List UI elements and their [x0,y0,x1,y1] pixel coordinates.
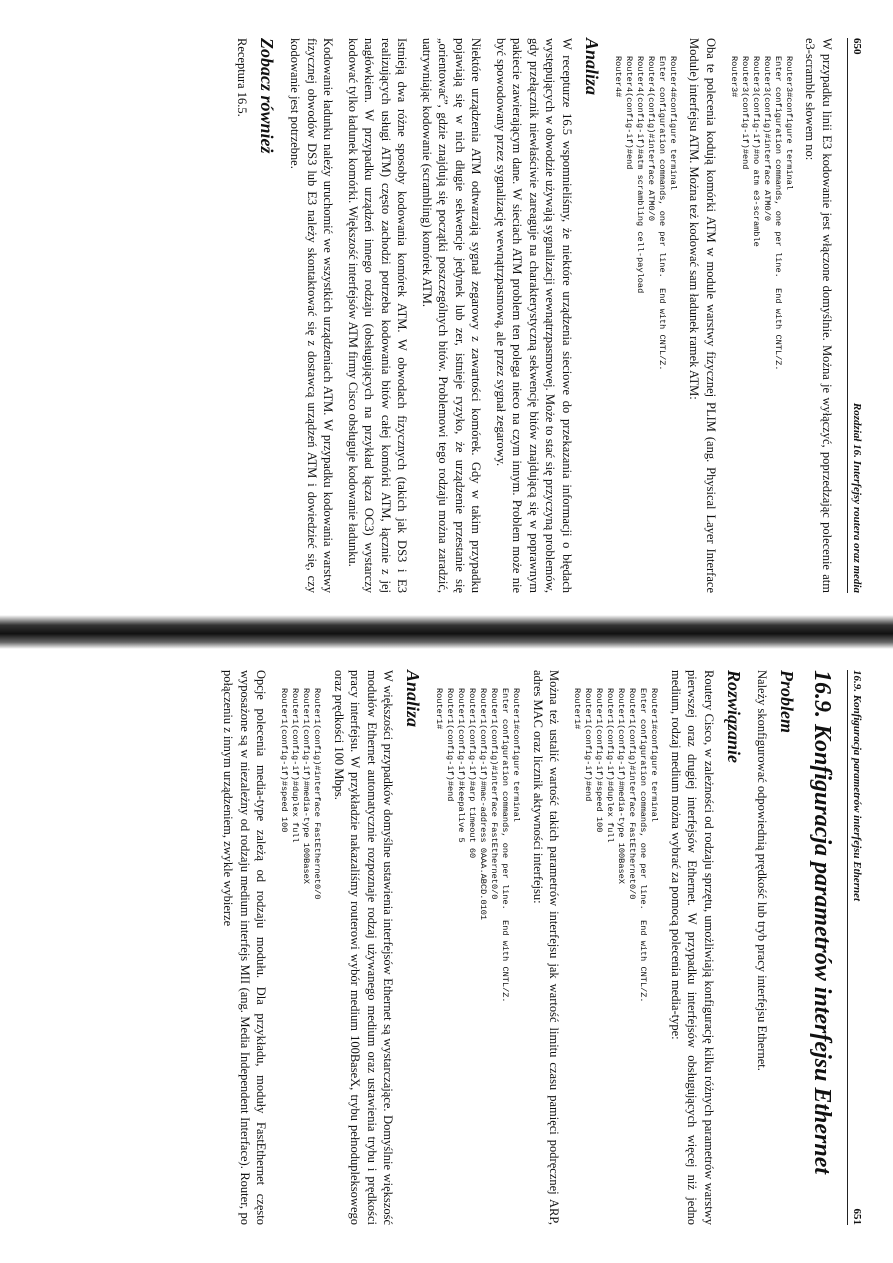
right-header-title: 16.9. Konfiguracja parametrów interfejsu Ethernet [851,670,863,902]
left-page-number: 650 [851,38,863,55]
left-header-title: Rozdział 16. Interfejsy routera oraz media [851,402,863,593]
left-code-block-1: Router3#configure terminal Enter configuration commands, one per line. End with CNTL/Z. Router3(config)#interface ATM0/0 Router3(config-if)#no atm e3-scramble Router3(config-if)#end Router3# [729,56,794,371]
left-heading-zobacz: Zobacz również [257,38,277,154]
left-paragraph-7: Receptura 16.5. [235,38,249,117]
left-paragraph-1: W przypadku linii E3 kodowanie jest włączone domyślnie. Można je wyłączyć, poprzedzając polecenie atm e3-scramble słowem no: [803,38,834,593]
right-paragraph-5: Opcje polecenia media-type zależą od rodzaju modułu. Dla przykładu, moduły FastEthernet często wyposażone są w niezależny od rodzaju medium interfejs MII (ang. Media Independent Interface). Router, po połączeniu z innym urządzeniem, zwykle wybierze [221,670,269,1225]
left-code-block-2: Router4#configure terminal Enter configuration commands, one per line. End with CNTL/Z. Router4(config)#interface ATM0/0 Router4(config-if)#atm scrambling cell-payload Router4(config-if)#end Router4# [613,56,678,371]
right-heading-rozwiazanie: Rozwiązanie [723,670,744,764]
right-running-header [847,670,863,1225]
left-paragraph-6: Kodowanie ładunku należy uruchomić we wszystkich urządzeniach ATM. W przypadku kodowania warstwy fizycznej obwodów DS3 lub E3 należy skontaktować się z dostawcą urządzeń ATM i dowiedzieć się, czy kodowanie jest potrzebne. [288,38,336,593]
right-code-block-1: Router1#configure terminal Enter configuration commands, one per line. End with CNTL/Z. Router1(config)#interface FastEthernet0/0 Router1(config-if)#media-type 100BaseX Router1(config-if)#duplex full Router1(config-if)#speed 100 Router1(config-if)#end Router1# [572,688,660,1003]
right-paragraph-2: Routery Cisco, w zależności od rodzaju sprzętu, umożliwiają konfigurację kilku różnych parametrów warstwy pierwszej oraz drugiej interfejsów Ethernet. W przypadku interfejsów obsługujących więcej niż jedno medium, rodzaj medium można wybrać za pomocą polecenia media-type: [668,670,716,1225]
right-page-number: 651 [851,1208,863,1225]
right-code-block-2: Router1#configure terminal Enter configuration commands, one per line. End with CNTL/Z. Router1(config)#interface FastEthernet0/0 Router1(config-if)#mac-address 0AAA.ABCD.0101 Router1(config-if)#arp timeout 60 Router1(config-if)#keepalive 5 Router1(config-if)#end Router1# [434,688,522,1003]
right-section-title: 16.9. Konfiguracja parametrów interfejsu Ethernet [809,670,835,1175]
right-paragraph-3: Można też ustalić wartość takich parametrów interfejsu jak wartość limitu czasu pamięci podręcznej ARP, adres MAC oraz licznik aktywności interfejsu: [530,670,562,1225]
right-paragraph-1: Należy skonfigurować odpowiednią prędkość lub tryb pracy interfejsu Ethernet. [755,670,770,1071]
left-paragraph-3: W recepturze 16.5 wspomnieliśmy, że niektóre urządzenia sieciowe do przekazania informacji o błędach występujących w obwodzie używają sygnalizacji wewnątrzpasmowej. Może to stać się przyczyną problemów, gdy przełącznik niewłaściwie zareaguje na charakterystyczną sekwencję bitów znajdującą się w poprawnym pakiecie zawierającym dane. W sieciach ATM problem ten polega nieco na czym innym. Problem może nie być spowodowany przez sygnalizację wewnątrzpasmową, ale przez sygnał zegarowy. [494,38,574,593]
right-paragraph-4: W większości przypadków domyślne ustawienia interfejsów Ethernet są wystarczające. Domyślnie większość modułów Ethernet automatycznie rozpoznaje rodzaj używanego medium oraz ustawienia trybu i prędkości pracy interfejsu. W przykładzie nakazaliśmy routerowi wybór medium 100BaseX, trybu pełnodupleksowego oraz prędkości 100 Mbps. [331,670,396,1225]
left-paragraph-2: Oba te polecenia kodują komórki ATM w module warstwy fizycznej PLIM (ang. Physical Layer Interface Module) interfejsu ATM. Można też kodować sam ładunek ramek ATM: [687,38,718,593]
right-heading-analiza: Analiza [403,670,424,728]
right-page [0,632,893,1263]
right-code-block-3: Router1(config)#interface FastEthernet0/0 Router1(config-if)#media-type 100BaseX Router1(config-if)#duplex full Router1(config-if)#speed 100 [279,688,323,900]
left-paragraph-5: Istnieją dwa różne sposoby kodowania komórek ATM. W obwodach fizycznych (takich jak DS3 i E3 realizujących usługi ATM) często zachodzi potrzeba kodowania bitów całej komórki ATM, łącznie z jej nagłówkiem. W przypadku urządzeń innego rodzaju (obsługujących na przykład łącza OC3) wystarczy kodować tylko ładunek komórki. Większość interfejsów ATM firmy Cisco obsługuje kodowanie ładunku. [346,38,410,593]
left-running-header [847,38,863,593]
left-heading-analiza: Analiza [582,38,602,96]
left-page [0,0,893,631]
right-heading-problem: Problem [777,670,798,733]
left-paragraph-4: Niektóre urządzenia ATM odtwarzają sygnał zegarowy z zawartości komórek. Gdy w takim przypadku pojawiają się w nich długie sekwencje jedynek lub zer, istnieje ryzyko, że urządzenie przestanie się „orientować”, gdzie znajdują się początki poszczególnych bitów. Problemowi tego rodzaju można zaradzić, uatrywniając kodowanie (scrambling) komórek ATM. [420,38,484,593]
